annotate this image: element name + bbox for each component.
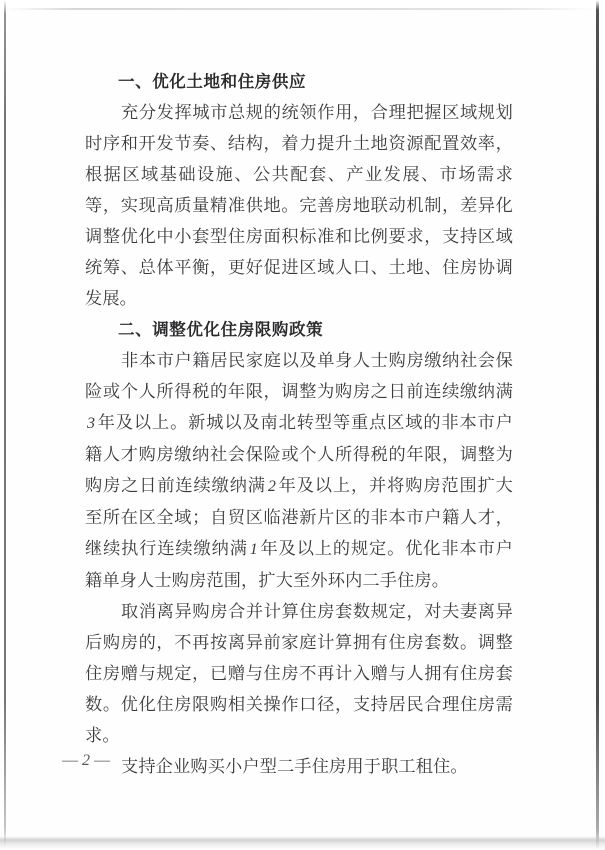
scan-shadow-bottom bbox=[0, 836, 605, 850]
inline-text: 年及以上的规定。优化非本市户籍单身人士购房范围，扩大至外环内二手住房。 bbox=[85, 539, 513, 590]
paragraph-land-housing-supply: 充分发挥城市总规的统领作用，合理把握区域规划时序和开发节奏、结构，着力提升土地资源配置效率，根据区域基础设施、公共配套、产业发展、市场需求等，实现高质量精准供地。完善房地联动机制，差异化调整优化中小套型住房面积标准和比例要求，支持区域统筹、总体平衡，更好促进区域人口、土地、住房协调发展。 bbox=[85, 103, 513, 308]
page-number bbox=[62, 752, 111, 770]
inline-number: 1 bbox=[249, 541, 258, 558]
paragraph-enterprise-purchase: 支持企业购买小户型二手住房用于职工租住。 bbox=[121, 757, 468, 776]
inline-text: 非本市户籍居民家庭以及单身人士购房缴纳社会保险或个人所得税的年限，调整为购房之日前连续缴纳满 bbox=[85, 351, 513, 401]
scan-edge-right bbox=[596, 0, 599, 850]
section-heading-2: 二、调整优化住房限购政策 bbox=[118, 320, 324, 339]
paragraph-divorce-gift-housing: 取消离异购房合并计算住房套数规定，对夫妻离异后购房的，不再按离异前家庭计算拥有住房套数。调整住房赠与规定，已赠与住房不再计入赠与人拥有住房套数。优化住房限购相关操作口径，支持居民合理住房需求。 bbox=[85, 602, 513, 745]
page-number-dash-left: — bbox=[62, 752, 79, 769]
document-body bbox=[85, 66, 513, 782]
page-number-value: 2 bbox=[82, 752, 91, 769]
inline-number: 2 bbox=[267, 478, 276, 495]
section-heading-1: 一、优化土地和住房供应 bbox=[118, 72, 307, 91]
inline-text: 年及以上，并将购房范围扩大至所在区全域；自贸区临港新片区的非本市户籍人才，继续执行连续缴纳满 bbox=[85, 476, 513, 558]
scan-edge-left bbox=[4, 0, 6, 850]
paragraph-purchase-restriction bbox=[85, 345, 513, 596]
scan-edge-top bbox=[5, 8, 597, 10]
inline-number: 3 bbox=[87, 415, 95, 432]
page-number-dash-right: — bbox=[94, 752, 111, 769]
inline-text: 年及以上。新城以及南北转型等重点区域的非本市户籍人才购房缴纳社会保险或个人所得税的年限，调整为购房之日前连续缴纳满 bbox=[85, 413, 513, 495]
